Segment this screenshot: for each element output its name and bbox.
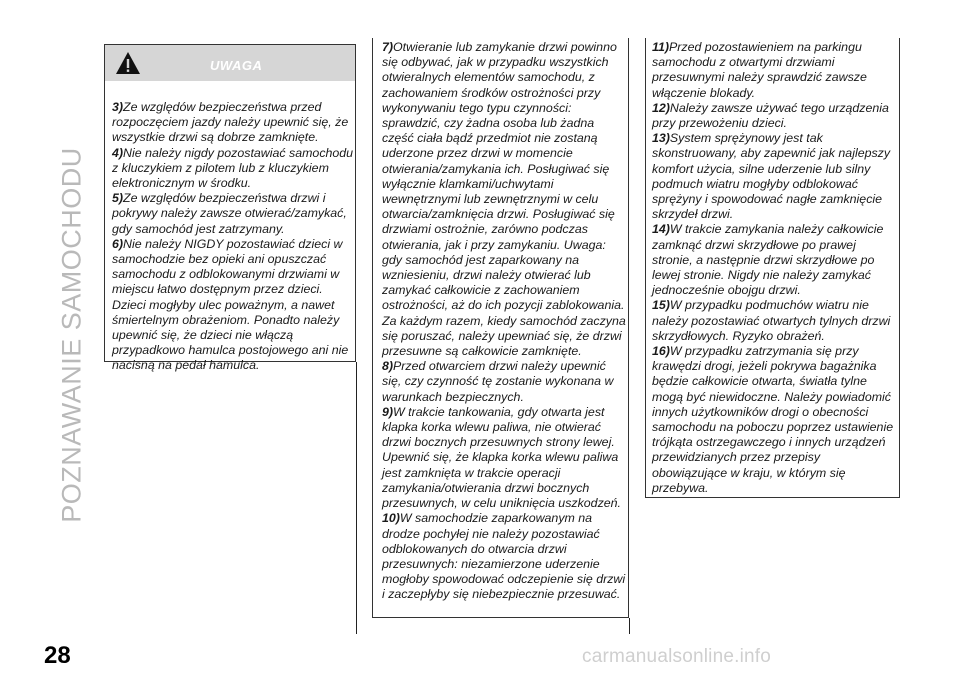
item-text: Przed otwarciem drzwi należy upewnić się, czy czynność tę zostanie wykonana w warunkach bezpiecznych. xyxy=(382,359,614,404)
item-number: 3) xyxy=(112,100,124,114)
item-text: W samochodzie zaparkowanym na drodze pochyłej nie należy pozostawiać odblokowanych do otwarcia drzwi przesuwnych: niezamierzone uderzenie mogłoby spowodować odczepienie się drzwi i zaczepłyby się niebezpiecznie przesuwać. xyxy=(382,511,626,602)
section-side-title: POZNAWANIE SAMOCHODU xyxy=(56,147,87,523)
warning-item xyxy=(652,131,897,222)
item-text: Nie należy NIGDY pozostawiać dzieci w samochodzie bez opieki ani opuszczać samochodu z odblokowanymi drzwiami w miejscu łatwo dostępnym przez dzieci. Dzieci mogłyby ulec poważnym, a nawet śmiertelnym obrażeniom. Ponadto należy upewnić się, że dzieci nie włączą przypadkowo hamulca postojowego ani nie nacisną na pedał hamulca. xyxy=(112,236,349,373)
warning-item xyxy=(112,191,356,237)
warning-item xyxy=(652,222,897,298)
warning-item xyxy=(652,298,897,344)
warning-item xyxy=(382,511,626,602)
item-number: 10) xyxy=(382,511,400,526)
warning-item xyxy=(382,40,626,359)
item-text: Nie należy nigdy pozostawiać samochodu z kluczykiem z pilotem lub z kluczykiem elektronicznym w środku. xyxy=(112,145,354,191)
item-text: W trakcie tankowania, gdy otwarta jest klapka korka wlewu paliwa, nie otwierać drzwi bocznych przesuwnych strony lewej. Upewnić się, że klapka korka wlewu paliwa jest zamknięta w trakcie operacji zamykania/otwierania drzwi bocznych przesuwnych, w celu uniknięcia uszkodzeń. xyxy=(382,404,621,511)
item-number: 11) xyxy=(652,40,669,54)
item-number: 16) xyxy=(652,344,670,359)
warning-item xyxy=(112,100,356,146)
warning-item xyxy=(652,344,897,496)
item-number: 5) xyxy=(112,191,124,206)
warning-title: UWAGA xyxy=(210,58,263,73)
item-text: Przed pozostawieniem na parkingu samochodu z otwartymi drzwiami przesuwnymi należy sprawdzić zawsze włączenie blokady. xyxy=(652,40,867,100)
item-text: W trakcie zamykania należy całkowicie zamknąć drzwi skrzydłowe po prawej stronie, a następnie drzwi skrzydłowe po lewej stronie. Nigdy nie należy zamykać jednocześnie obojgu drzwi. xyxy=(652,222,884,298)
warning-item xyxy=(112,146,356,192)
warning-triangle-icon xyxy=(115,51,141,75)
item-number: 14) xyxy=(652,222,670,237)
item-number: 9) xyxy=(382,404,394,419)
watermark: carmanualsonline.info xyxy=(582,646,772,667)
warning-header xyxy=(105,45,355,81)
column-divider xyxy=(629,618,630,634)
item-text: Należy zawsze używać tego urządzenia przy przewożeniu dzieci. xyxy=(652,100,889,131)
column-3-text xyxy=(652,40,897,496)
page-number: 28 xyxy=(44,642,71,669)
item-text: Ze względów bezpieczeństwa drzwi i pokrywy należy zawsze otwierać/zamykać, gdy samochód jest zatrzymany. xyxy=(112,191,347,236)
item-text: W przypadku podmuchów wiatru nie należy pozostawiać otwartych tylnych drzwi skrzydłowych. Ryzyko obrażeń. xyxy=(652,298,891,343)
item-number: 8) xyxy=(382,359,394,374)
item-text: Otwieranie lub zamykanie drzwi powinno się odbywać, jak w przypadku wszystkich otwieralnych elementów samochodu, z zachowaniem środków ostrożności przy wykonywaniu tego typu czynności: sprawdzić, czy żadna osoba lub żadna część ciała bądź przedmiot nie zostaną uderzone przez drzwi w momencie otwierania/zamykania ich. Posługiwać się wyłącznie klamkami/uchwytami wewnętrznymi lub zewnętrznymi w celu otwarcia/zamknięcia drzwi. Posługiwać się drzwiami ostrożnie, zarówno podczas otwierania, jak i przy zamykaniu. Uwaga: gdy samochód jest zaparkowany na wzniesieniu, drzwi należy otwierać lub zamykać całkowicie z zachowaniem ostrożności, aż do ich pozycji zablokowania. Za każdym razem, kiedy samochód zaczyna się poruszać, należy upewniać się, że drzwi przesuwne są całkowicie zamknięte. xyxy=(382,40,626,359)
warning-text xyxy=(112,100,356,374)
item-number: 13) xyxy=(652,131,670,146)
column-divider xyxy=(356,362,357,634)
item-number: 12) xyxy=(652,100,670,115)
warning-item xyxy=(652,40,897,101)
item-number: 6) xyxy=(112,236,124,251)
item-text: System sprężynowy jest tak skonstruowany, aby zapewnić jak najlepszy komfort użycia, silne uderzenie lub silny podmuch wiatru mogłyby odblokować sprężyny i spowodować nagłe zamknięcie skrzydeł drzwi. xyxy=(652,131,891,222)
warning-item xyxy=(382,359,626,405)
warning-item xyxy=(382,405,626,511)
item-number: 7) xyxy=(382,40,394,54)
warning-item xyxy=(652,101,897,131)
column-2-text xyxy=(382,40,626,603)
item-number: 15) xyxy=(652,298,670,313)
item-text: W przypadku zatrzymania się przy krawędzi drogi, jeżeli pokrywa bagażnika będzie całkowicie otwarta, światła tylne mogą być niewidoczne. Należy powiadomić innych użytkowników drogi o obecności samochodu na poboczu poprzez ustawienie trójkąta ostrzegawczego i innych urządzeń przewidzianych przez przepisy obowiązujące w kraju, w którym się przebywa. xyxy=(652,344,894,495)
item-text: Ze względów bezpieczeństwa przed rozpoczęciem jazdy należy upewnić się, że wszystkie drzwi są dobrze zamknięte. xyxy=(112,100,349,145)
item-number: 4) xyxy=(112,145,124,160)
warning-item xyxy=(112,237,356,374)
